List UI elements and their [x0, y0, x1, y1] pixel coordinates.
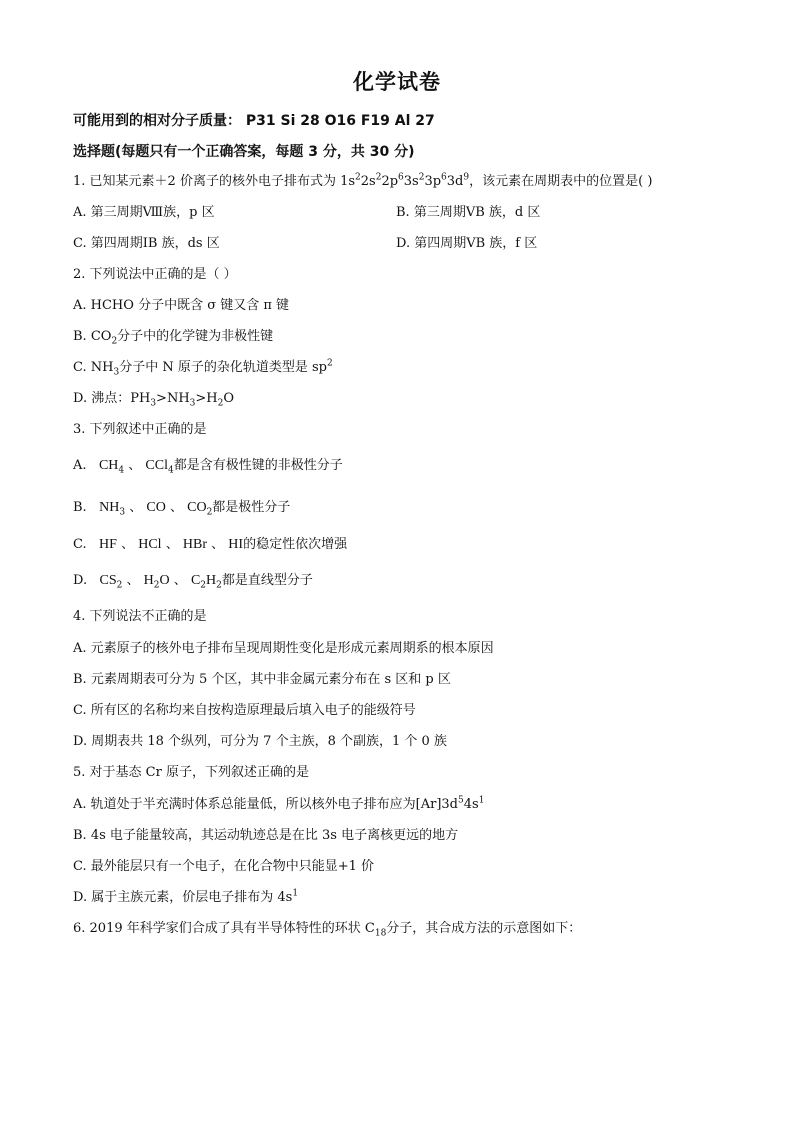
- page-title: 化学试卷: [353, 70, 441, 94]
- q2-option-b: [73, 329, 273, 345]
- q3-d-sep: 、: [126, 573, 140, 588]
- q3-b-formula: CO: [146, 500, 166, 515]
- q3-d-text: 都是直线型分子: [221, 573, 313, 588]
- q1-stem-start: 1. 已知某元素＋2 价离子的核外电子排布式为 1s: [73, 174, 356, 189]
- q3-option-d: [73, 573, 313, 589]
- q1-exp: 6: [398, 172, 404, 183]
- q2-c-sub: 3: [113, 367, 120, 378]
- q3-d-sub: 2: [153, 580, 160, 591]
- q5-option-a: [73, 797, 484, 813]
- q3-c-sep: 、: [165, 537, 179, 552]
- q3-d-sub: 2: [116, 580, 123, 591]
- q4-option-d: D. 周期表共 18 个纵列，可分为 7 个主族，8 个副族，1 个 0 族: [73, 734, 447, 749]
- q2-option-c: [73, 360, 333, 376]
- q1-exp: 2: [418, 172, 425, 183]
- q3-b-formula: CO: [187, 500, 207, 515]
- q4-option-a: A. 元素原子的核外电子排布呈现周期性变化是形成元素周期系的根本原因: [73, 641, 494, 656]
- q6-sub: 18: [374, 928, 387, 939]
- q2-b-sub: 2: [111, 336, 118, 347]
- q2-c-text: 分子中 N 原子的杂化轨道类型是 sp: [119, 360, 327, 375]
- q1-option-c: C. 第四周期ⅠB 族，ds 区: [73, 236, 220, 251]
- q1-part: 3d: [446, 174, 464, 189]
- q1-part: 3s: [403, 174, 419, 189]
- question-5-stem: 5. 对于基态 Cr 原子，下列叙述正确的是: [73, 765, 309, 780]
- q2-d-text: >H: [195, 391, 218, 406]
- q2-d-text: O: [223, 391, 235, 406]
- q2-c-sup: 2: [326, 358, 333, 369]
- q2-d-sub: 3: [189, 398, 196, 409]
- q1-exp: 6: [441, 172, 447, 183]
- q5-a-text: A. 轨道处于半充满时体系总能量低，所以核外电子排布应为[Ar]3d: [73, 797, 458, 812]
- q3-b-sep: 、: [129, 500, 143, 515]
- q3-c-sep: 、: [121, 537, 135, 552]
- q5-d-text: D. 属于主族元素，价层电子排布为 4s: [73, 890, 293, 905]
- q3-a-label: A.: [73, 458, 87, 473]
- q4-option-b: B. 元素周期表可分为 5 个区，其中非金属元素分布在 s 区和 p 区: [73, 672, 451, 687]
- q3-a-sub: 4: [168, 465, 174, 476]
- q1-exp: 9: [463, 172, 470, 183]
- q3-d-label: D.: [73, 573, 88, 588]
- q2-b-text: B. CO: [73, 329, 112, 344]
- q3-a-sep: 、: [128, 458, 142, 473]
- q3-option-c: [73, 537, 347, 553]
- q5-option-b: B. 4s 电子能量较高，其运动轨迹总是在比 3s 电子离核更远的地方: [73, 828, 459, 843]
- q3-d-formula: H: [206, 573, 217, 588]
- q3-b-sep: 、: [169, 500, 183, 515]
- q3-d-sep: 、: [173, 573, 187, 588]
- q6-text: 6. 2019 年科学家们合成了具有半导体特性的环状 C: [73, 921, 375, 936]
- q2-d-sub: 3: [150, 398, 157, 409]
- question-2-stem: 2. 下列说法中正确的是（ ）: [73, 267, 237, 282]
- q2-c-text: C. NH: [73, 360, 114, 375]
- q3-a-formula: CH: [98, 458, 119, 473]
- q3-b-label: B.: [73, 500, 87, 515]
- q1-option-a: A. 第三周期Ⅷ族，p 区: [73, 205, 215, 220]
- q3-d-formula: H: [143, 573, 154, 588]
- q3-d-formula: O: [159, 573, 170, 588]
- q1-part: 3p: [424, 174, 442, 189]
- q5-option-d: [73, 890, 298, 906]
- q3-b-formula: NH: [99, 500, 120, 515]
- q1-part: 2p: [381, 174, 399, 189]
- q1-option-b: B. 第三周期ⅤB 族，d 区: [396, 205, 541, 220]
- q3-a-text: 都是含有极性键的非极性分子: [173, 458, 343, 473]
- q4-option-c: C. 所有区的名称均来自按构造原理最后填入电子的能级符号: [73, 703, 416, 718]
- q3-c-sep: 、: [211, 537, 225, 552]
- q2-d-text: >NH: [156, 391, 190, 406]
- q5-a-sup: 1: [478, 795, 485, 806]
- q3-b-sub: 2: [206, 507, 213, 518]
- q3-b-sub: 3: [119, 507, 126, 518]
- q3-d-sub: 2: [216, 580, 222, 591]
- q3-c-formula: HF: [99, 537, 117, 552]
- q1-exp: 2: [355, 172, 361, 183]
- q1-exp: 2: [375, 172, 382, 183]
- q6-text: 分子，其合成方法的示意图如下：: [386, 921, 582, 936]
- q2-b-text: 分子中的化学键为非极性键: [117, 329, 274, 344]
- q1-option-d: D. 第四周期ⅤB 族，f 区: [396, 236, 538, 251]
- q5-a-sup: 5: [458, 795, 464, 806]
- q3-d-sub: 2: [200, 580, 207, 591]
- question-6-stem: [73, 921, 581, 937]
- q2-option-a: A. HCHO 分子中既含 σ 键又含 π 键: [73, 298, 290, 313]
- question-4-stem: 4. 下列说法不正确的是: [73, 609, 207, 624]
- q5-option-c: C. 最外能层只有一个电子，在化合物中只能显+1 价: [73, 859, 375, 874]
- q1-stem-end: ，该元素在周期表中的位置是( ): [469, 174, 653, 189]
- section-heading: 选择题(每题只有一个正确答案，每题 3 分，共 30 分): [73, 144, 415, 160]
- q1-part: 2s: [360, 174, 376, 189]
- q5-d-sup: 1: [292, 888, 299, 899]
- q3-c-label: C.: [73, 537, 87, 552]
- q2-d-sub: 2: [217, 398, 224, 409]
- q2-d-text: D. 沸点：PH: [73, 391, 151, 406]
- q5-a-text: 4s: [463, 797, 479, 812]
- atomic-masses-line: 可能用到的相对分子质量： P31 Si 28 O16 F19 Al 27: [73, 113, 435, 129]
- q3-c-text: 的稳定性依次增强: [243, 537, 348, 552]
- q3-d-formula: CS: [99, 573, 117, 588]
- q3-a-sub: 4: [118, 465, 125, 476]
- q3-a-formula: CCl: [145, 458, 168, 473]
- q2-option-d: [73, 391, 234, 407]
- q3-c-formula: HCl: [138, 537, 162, 552]
- question-1-stem: [73, 174, 652, 190]
- q3-d-formula: C: [190, 573, 201, 588]
- q3-c-formula: HI: [228, 537, 244, 552]
- q3-b-text: 都是极性分子: [212, 500, 291, 515]
- q3-option-a: [73, 458, 343, 474]
- q3-option-b: [73, 500, 290, 516]
- q3-c-formula: HBr: [182, 537, 207, 552]
- question-3-stem: 3. 下列叙述中正确的是: [73, 422, 207, 437]
